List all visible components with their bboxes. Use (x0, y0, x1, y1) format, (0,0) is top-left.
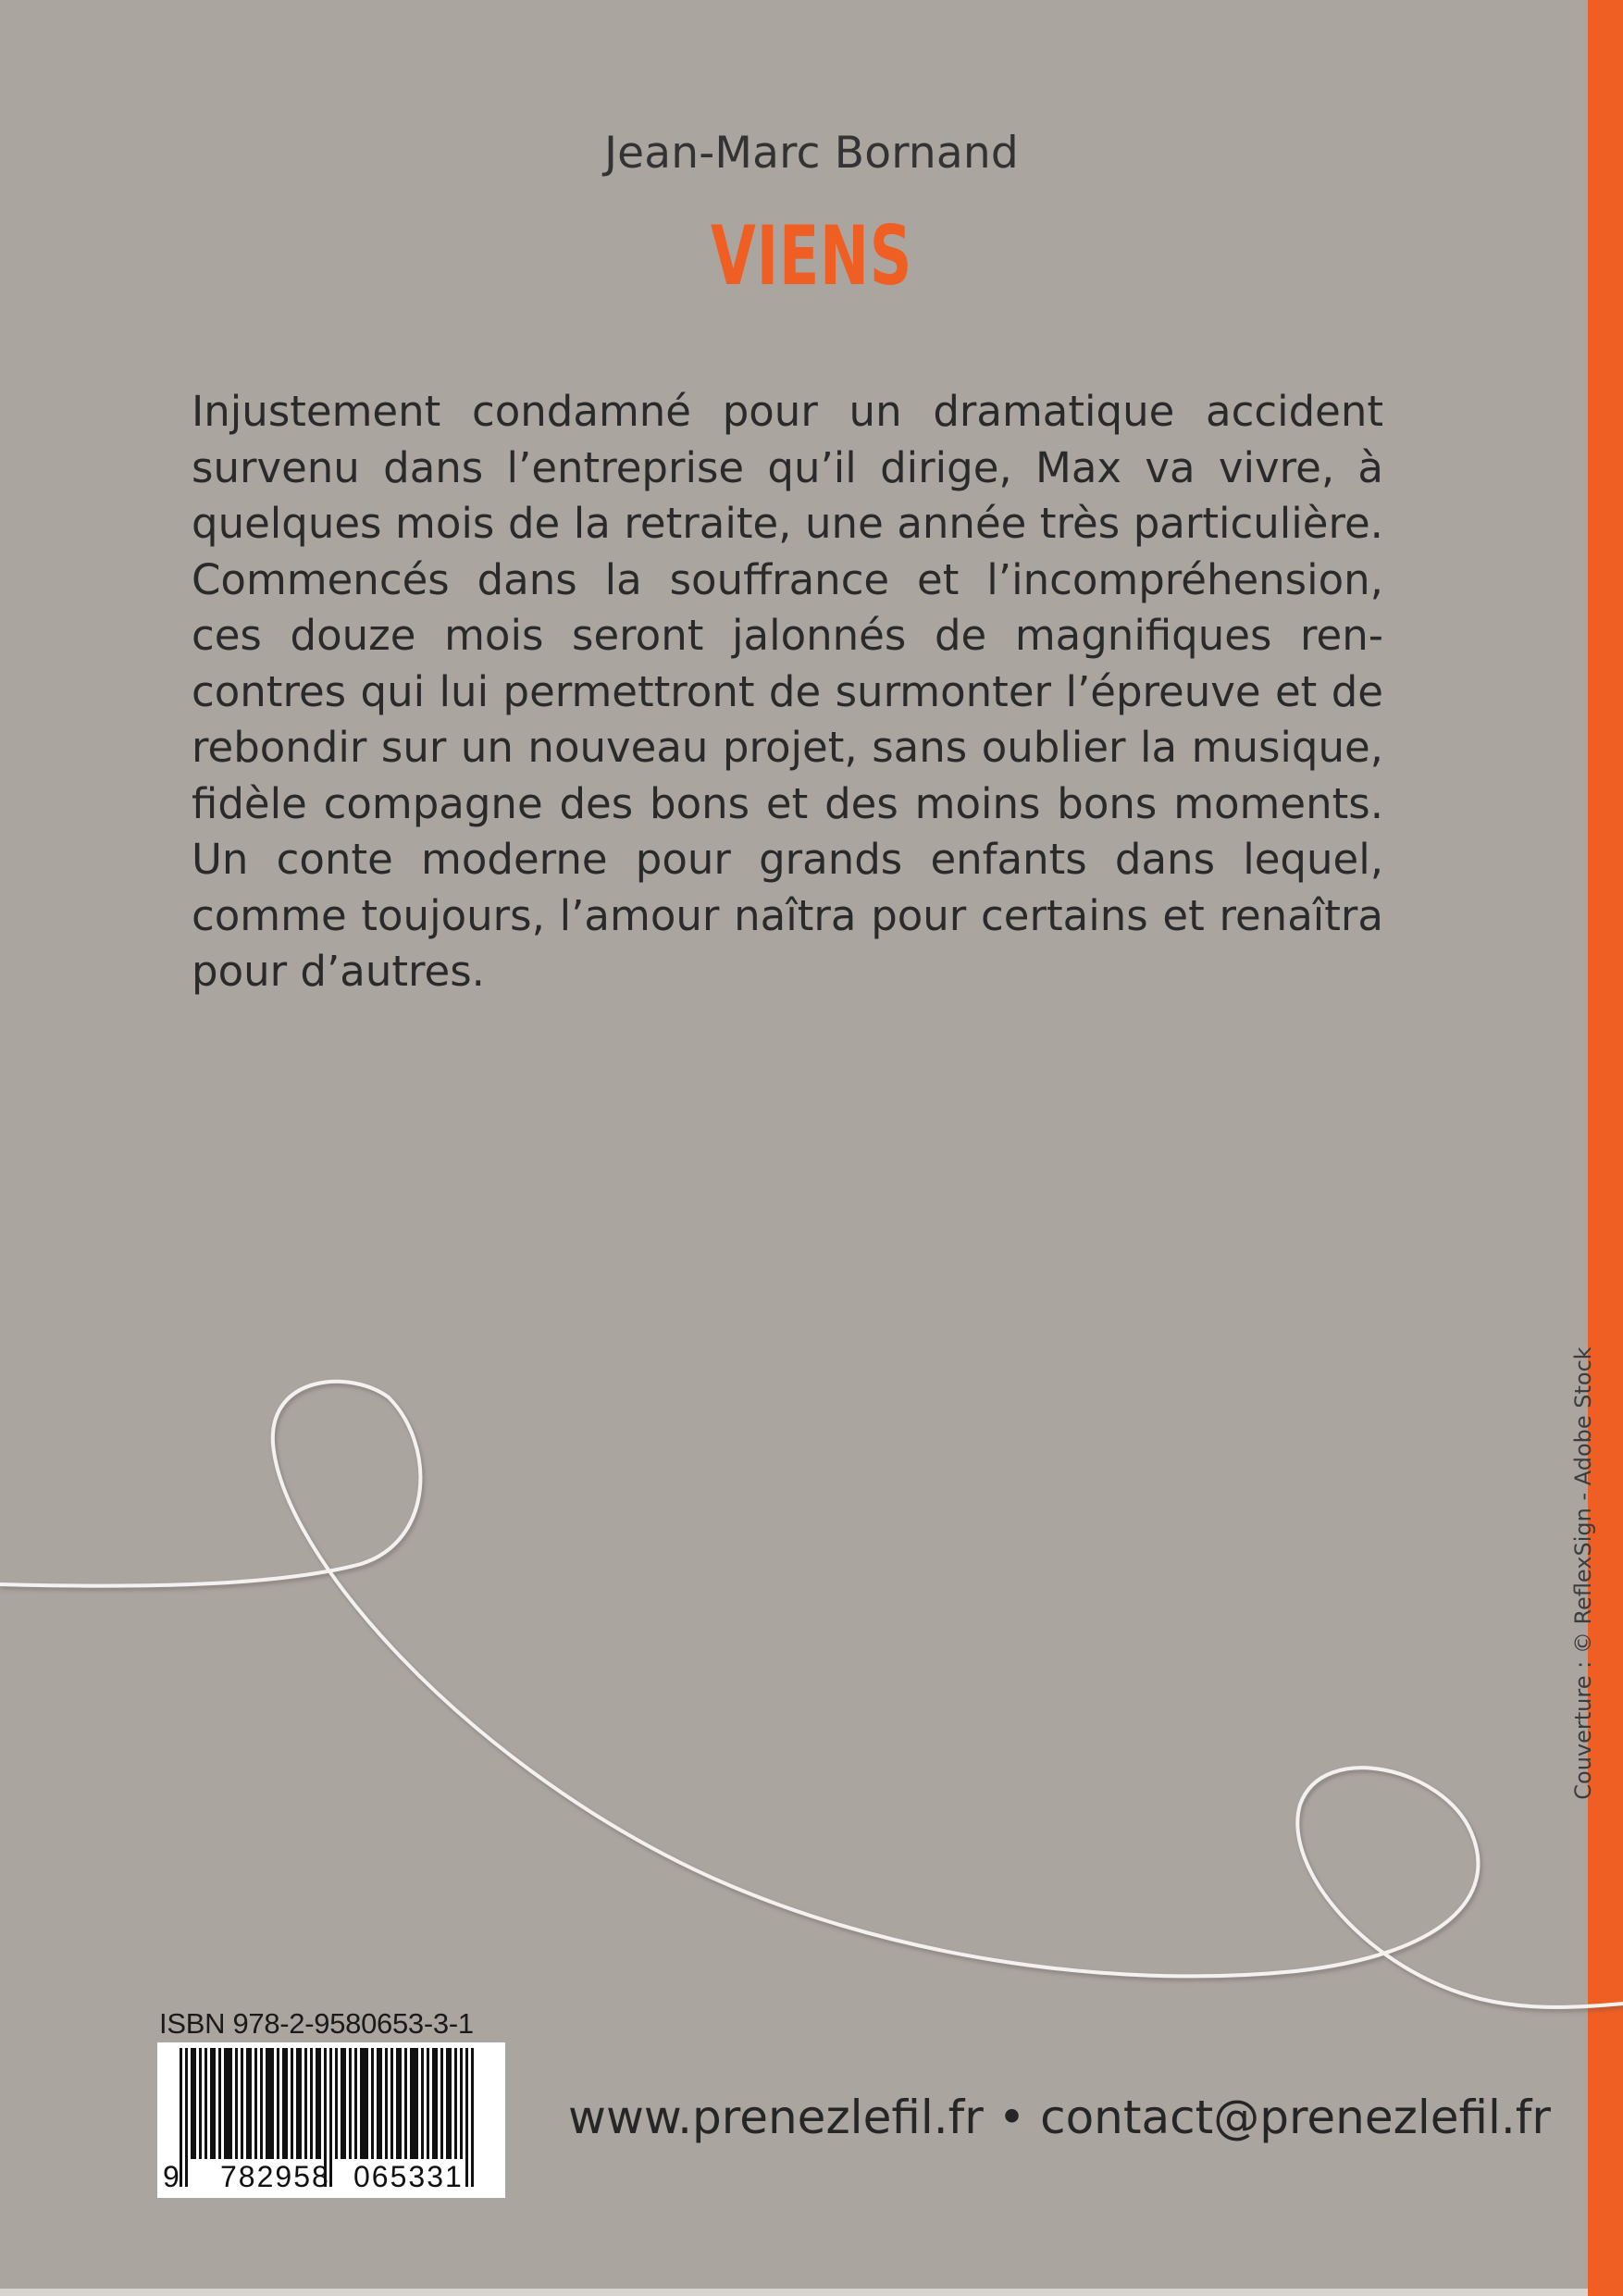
author-name: Jean-Marc Bornand (604, 128, 1019, 179)
isbn-label: ISBN 978-2-9580653-3-1 (159, 2007, 474, 2040)
publisher-contact (555, 2091, 1564, 2144)
isbn-barcode (157, 2042, 505, 2198)
separator-bullet: • (997, 2091, 1026, 2144)
barcode-left-digits: 782958 (220, 2160, 330, 2193)
thread-curve (0, 1382, 1623, 2007)
website-link[interactable]: www.prenezlefil.fr (568, 2091, 984, 2144)
back-cover-blurb: Injustement condamné pour un dramatique accident survenu dans l’entreprise qu’il dirige, Max va vivre, à quelques mois de la retraite, une année très particulière. Commencés dans la souffrance et l’incompréhension, ces douze mois seront jalonnés de magnifiques ren- contres qui lui permettront de surmonter l’épreuve et de rebondir sur un nouveau projet, sans oublier la musique, fidèle compagne des bons et des moins bons moments. Un conte moderne pour grands enfants dans lequel, comme toujours, l’amour naîtra pour certains et renaîtra pour d’autres. (192, 387, 1383, 996)
email-link[interactable]: contact@prenezlefil.fr (1040, 2091, 1551, 2144)
book-title: VIENS (710, 208, 913, 304)
cover-credit: Couverture : © ReflexSign - Adobe Stock (1570, 1347, 1596, 1800)
barcode-right-digits: 065331 (353, 2160, 464, 2193)
barcode-lead-digit: 9 (163, 2160, 180, 2193)
